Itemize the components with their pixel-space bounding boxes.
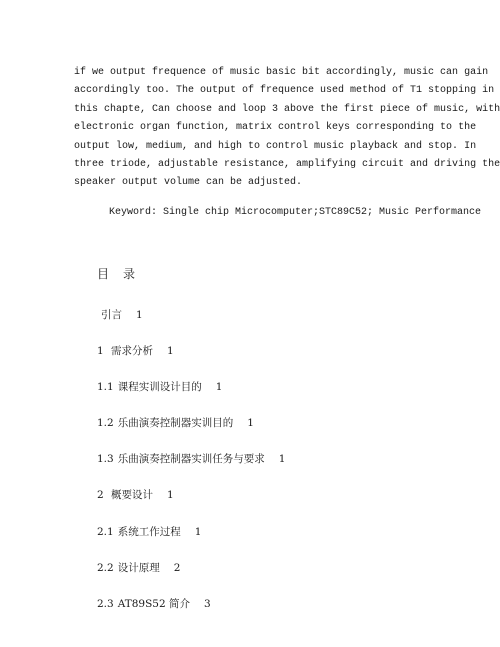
toc-entry[interactable] bbox=[97, 414, 285, 450]
toc-entry-number: 2.3 bbox=[97, 597, 114, 610]
toc-entry-page: 1 bbox=[194, 525, 202, 538]
toc-entry-page: 1 bbox=[215, 381, 223, 394]
toc-entry-title: 课程实训设计目的 bbox=[117, 381, 202, 394]
toc-entry-page: 1 bbox=[247, 417, 254, 430]
toc-entry-title: 概要设计 bbox=[111, 489, 154, 502]
toc-entry-number: 1.3 bbox=[97, 453, 114, 466]
toc-entry-title: 需求分析 bbox=[111, 345, 154, 358]
abstract-line: if we output frequence of music basic bit accordingly, music can gain bbox=[74, 67, 489, 78]
toc-entry[interactable] bbox=[97, 559, 285, 595]
toc-entry-page: 2 bbox=[173, 561, 181, 574]
toc-entry-title: 系统工作过程 bbox=[117, 525, 181, 538]
toc-entry-number: 1.2 bbox=[97, 417, 114, 430]
keywords-line: Keyword: Single chip Microcomputer;STC89C52; Music Performance bbox=[109, 207, 482, 218]
toc-entry[interactable] bbox=[97, 523, 285, 559]
toc-entry-page: 1 bbox=[167, 345, 174, 358]
abstract-line: electronic organ function, matrix control keys corresponding to the bbox=[74, 122, 477, 134]
toc-entry[interactable] bbox=[97, 595, 285, 631]
toc-entry[interactable] bbox=[97, 486, 285, 522]
toc-entry-title: 设计原理 bbox=[117, 561, 160, 574]
toc-entry[interactable] bbox=[97, 342, 285, 378]
toc-entry[interactable] bbox=[97, 306, 285, 342]
toc-entry-page: 1 bbox=[278, 453, 286, 466]
abstract-line: accordingly too. The output of frequence used method of T1 stopping in bbox=[74, 85, 495, 97]
toc-entry-title: AT89S52 简介 bbox=[117, 597, 190, 610]
toc-entry-page: 1 bbox=[167, 489, 174, 502]
toc-entry-number: 1 bbox=[97, 345, 108, 358]
abstract-line: speaker output volume can be adjusted. bbox=[74, 177, 303, 189]
toc-entry-number: 1.1 bbox=[97, 381, 114, 394]
table-of-contents bbox=[97, 306, 285, 631]
toc-entry-title: 引言 bbox=[101, 309, 122, 321]
toc-entry-title: 乐曲演奏控制器实训任务与要求 bbox=[117, 453, 265, 466]
toc-entry-page: 3 bbox=[203, 597, 211, 610]
toc-title: 目录 bbox=[97, 267, 150, 281]
toc-entry-number: 2.2 bbox=[97, 561, 114, 574]
toc-entry-title: 乐曲演奏控制器实训目的 bbox=[117, 417, 234, 430]
abstract-paragraph bbox=[74, 64, 500, 193]
toc-entry-page: 1 bbox=[136, 309, 143, 321]
toc-entry[interactable] bbox=[97, 450, 285, 486]
toc-entry-number: 2 bbox=[97, 489, 108, 502]
toc-entry[interactable] bbox=[97, 378, 285, 414]
abstract-line: three triode, adjustable resistance, amplifying circuit and driving the bbox=[74, 158, 500, 170]
toc-entry-number: 2.1 bbox=[97, 525, 114, 538]
abstract-line: this chapte, Can choose and loop 3 above the first piece of music, with bbox=[74, 103, 500, 115]
abstract-line: output low, medium, and high to control music playback and stop. In bbox=[74, 140, 477, 152]
